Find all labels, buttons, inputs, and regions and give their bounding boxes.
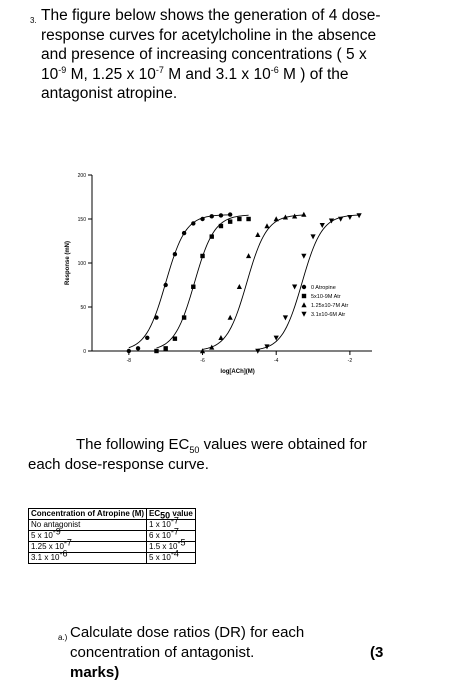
cell-concentration: 5 x $10^{-9}$ — [29, 531, 147, 542]
data-point — [237, 217, 241, 221]
series-curve-2 — [156, 215, 248, 348]
data-point — [200, 217, 204, 221]
part-a-marks-line-1: (3 — [370, 644, 384, 661]
part-a-label: a.) — [58, 633, 68, 642]
ec50-table — [28, 508, 196, 564]
header-concentration: Concentration of Atropine (M) — [29, 509, 147, 520]
data-point — [136, 346, 140, 350]
question-block — [30, 6, 450, 104]
legend-marker — [301, 302, 306, 307]
data-point — [163, 346, 167, 350]
data-point — [145, 336, 149, 340]
data-point — [246, 217, 250, 221]
data-point — [219, 213, 223, 217]
data-point — [154, 349, 158, 353]
data-point — [154, 315, 158, 319]
data-point — [163, 283, 167, 287]
legend-label: 0 Atropine — [311, 285, 336, 291]
cell-ec50: 6 x $10^{-7}$ — [147, 531, 196, 542]
question-line-1: The figure below shows the generation of 4 dose- — [41, 7, 381, 24]
cell-concentration: 3.1 x $10^{-6}$ — [29, 553, 147, 564]
data-point — [264, 223, 269, 228]
ec50-paragraph-line-1: The following $EC_{50}$ values were obtained for — [76, 436, 368, 455]
question-number: 3. — [30, 16, 37, 25]
cell-ec50: 1 x $10^{-7}$ — [147, 520, 196, 531]
table-row — [29, 531, 196, 542]
data-point — [283, 315, 288, 320]
data-point — [173, 336, 177, 340]
question-line-5: antagonist atropine. — [41, 85, 178, 102]
data-point — [357, 213, 362, 218]
data-point — [182, 315, 186, 319]
data-point — [301, 212, 306, 217]
question-line-4: $10^{-9}$ M, 1.25 x $10^{-7}$ M and 3.1 x $10^{-6}$ M ) of the — [41, 64, 349, 83]
header-ec50: $EC_{50}$ value — [147, 509, 196, 520]
part-a-line-1: Calculate dose ratios (DR) for each — [70, 624, 305, 641]
cell-ec50: 1.5 x $10^{-5}$ — [147, 542, 196, 553]
x-tick-label: -2 — [347, 358, 353, 364]
data-point — [182, 231, 186, 235]
legend-label: 5x10-9M Atr — [311, 294, 341, 300]
data-point — [219, 224, 223, 228]
data-point — [338, 217, 343, 222]
dose-response-chart — [58, 163, 388, 383]
part-a-line-2: concentration of antagonist. — [70, 644, 255, 661]
cell-concentration: 1.25 x $10^{-7}$ — [29, 542, 147, 553]
x-tick-label: -8 — [126, 358, 132, 364]
data-point — [292, 285, 297, 290]
part-a — [58, 623, 438, 683]
y-tick-label: 100 — [77, 261, 86, 267]
x-tick-label: -6 — [200, 358, 205, 364]
data-point — [237, 284, 242, 289]
data-point — [228, 212, 232, 216]
table-row — [29, 553, 196, 564]
data-point — [347, 215, 352, 220]
data-point — [191, 221, 195, 225]
data-point — [274, 216, 279, 221]
data-point — [320, 223, 325, 228]
legend-label: 1.25x10-7M Atr — [311, 303, 349, 309]
cell-concentration: No antagonist — [29, 520, 147, 531]
data-point — [127, 349, 131, 353]
data-point — [264, 344, 269, 349]
data-point — [301, 254, 306, 259]
legend-marker — [302, 285, 306, 289]
series-curve-4 — [258, 215, 359, 349]
legend-label: 3.1x10-6M Atr — [311, 312, 346, 318]
data-point — [246, 253, 251, 258]
series-curve-1 — [129, 215, 230, 348]
data-point — [228, 219, 232, 223]
ec50-paragraph-line-2: each dose-response curve. — [28, 456, 209, 473]
y-tick-label: 150 — [77, 217, 86, 223]
x-tick-label: -4 — [273, 358, 279, 364]
data-point — [310, 234, 315, 239]
data-point — [228, 315, 233, 320]
y-tick-label: 50 — [80, 305, 86, 311]
data-point — [210, 214, 214, 218]
ec50-paragraph — [28, 435, 448, 475]
data-point — [191, 285, 195, 289]
part-a-marks-line-2: marks) — [70, 664, 120, 681]
legend-marker — [301, 312, 306, 317]
cell-ec50: 5 x $10^{-4}$ — [147, 553, 196, 564]
data-point — [210, 234, 214, 238]
series-curve-3 — [203, 215, 304, 349]
y-tick-label: 0 — [83, 349, 86, 355]
y-tick-label: 200 — [77, 173, 86, 179]
x-axis-label: log[ACh](M) — [220, 369, 255, 375]
data-point — [218, 335, 223, 340]
y-axis-label: Response (mN) — [65, 240, 71, 286]
data-point — [255, 232, 260, 237]
data-point — [200, 254, 204, 258]
legend-marker — [302, 294, 306, 298]
data-point — [173, 252, 177, 256]
question-line-3: and presence of increasing concentrations ( 5 x — [41, 46, 367, 63]
question-line-2: response curves for acetylcholine in the absence — [41, 26, 377, 44]
